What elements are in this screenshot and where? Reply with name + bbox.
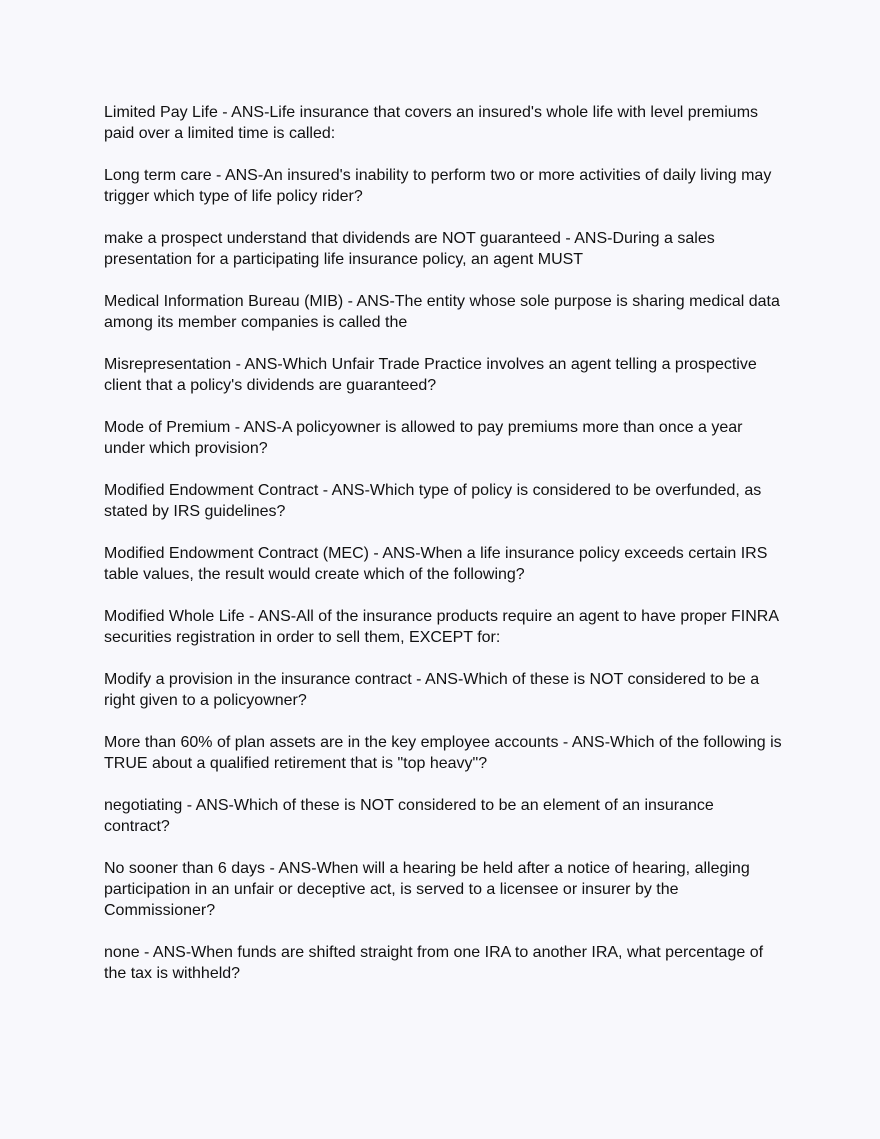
flashcard-entry: make a prospect understand that dividends are NOT guaranteed - ANS-During a sales presentation for a participating life insurance policy, an agent MUST bbox=[104, 230, 715, 268]
flashcard-entry: none - ANS-When funds are shifted straight from one IRA to another IRA, what percentage of the tax is withheld? bbox=[104, 944, 764, 982]
flashcard-entry: More than 60% of plan assets are in the key employee accounts - ANS-Which of the following is TRUE about a qualified retirement that is "top heavy"? bbox=[104, 734, 782, 772]
flashcard-entry: Misrepresentation - ANS-Which Unfair Trade Practice involves an agent telling a prospective client that a policy's dividends are guaranteed? bbox=[104, 356, 757, 394]
flashcard-entry: Modified Endowment Contract (MEC) - ANS-When a life insurance policy exceeds certain IRS table values, the result would create which of the following? bbox=[104, 545, 768, 583]
flashcard-entry: Mode of Premium - ANS-A policyowner is allowed to pay premiums more than once a year under which provision? bbox=[104, 419, 743, 457]
flashcard-entry: No sooner than 6 days - ANS-When will a hearing be held after a notice of hearing, alleging participation in an unfair or deceptive act, is served to a licensee or insurer by the Commissioner? bbox=[104, 860, 750, 919]
flashcard-entry: Long term care - ANS-An insured's inability to perform two or more activities of daily living may trigger which type of life policy rider? bbox=[104, 167, 772, 205]
flashcard-entry: Limited Pay Life - ANS-Life insurance that covers an insured's whole life with level premiums paid over a limited time is called: bbox=[104, 104, 759, 142]
flashcard-entry: Medical Information Bureau (MIB) - ANS-The entity whose sole purpose is sharing medical data among its member companies is called the bbox=[104, 293, 780, 331]
flashcard-entry: Modified Endowment Contract - ANS-Which type of policy is considered to be overfunded, as stated by IRS guidelines? bbox=[104, 482, 762, 520]
flashcard-entry: Modified Whole Life - ANS-All of the insurance products require an agent to have proper FINRA securities registration in order to sell them, EXCEPT for: bbox=[104, 608, 779, 646]
flashcard-entry: Modify a provision in the insurance contract - ANS-Which of these is NOT considered to be a right given to a policyowner? bbox=[104, 671, 760, 709]
flashcard-entry: negotiating - ANS-Which of these is NOT considered to be an element of an insurance contract? bbox=[104, 797, 714, 835]
